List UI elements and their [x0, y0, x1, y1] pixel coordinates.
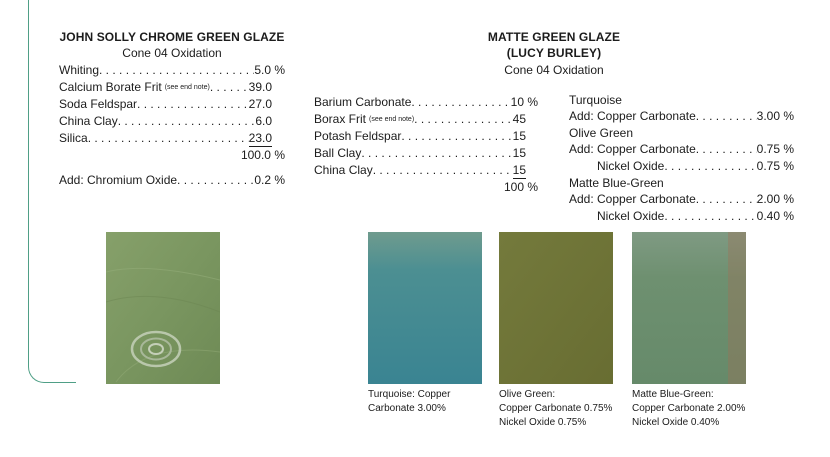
additive-name: Add: Copper Carbonate	[569, 142, 696, 156]
additive-name: Add: Copper Carbonate	[569, 192, 696, 206]
ingredient-row	[314, 145, 538, 162]
ingredient-value: 10 %	[510, 95, 538, 109]
variation-add-row	[569, 108, 794, 125]
ingredient-row	[59, 79, 285, 96]
ingredient-value: 15	[512, 163, 526, 177]
ingredient-value: 15	[512, 146, 526, 160]
ingredient-value: 5.0 %	[254, 63, 285, 77]
variation-label: Matte Blue-Green	[569, 176, 664, 190]
ingredient-row	[59, 96, 285, 113]
ingredient-name: Barium Carbonate	[314, 95, 412, 109]
matte-blue-green-caption: Matte Blue-Green: Copper Carbonate 2.00% Nickel Oxide 0.40%	[632, 389, 746, 428]
ingredient-row	[314, 162, 538, 179]
ingredient-row	[59, 113, 285, 130]
olive-green-glaze-tile	[499, 232, 613, 384]
variation-label: Olive Green	[569, 126, 634, 140]
ingredient-value: 39.0	[248, 80, 272, 94]
right-recipe-subtitle: Cone 04 Oxidation	[504, 63, 604, 77]
additive-value: 0.75 %	[756, 159, 794, 173]
ingredient-note: (see end note)	[369, 116, 415, 123]
variation-add-row	[569, 208, 794, 225]
ingredient-row	[59, 62, 285, 79]
additive-name: Add: Copper Carbonate	[569, 109, 696, 123]
ingredient-name: Ball Clay	[314, 146, 362, 160]
additive-value: 0.75 %	[756, 142, 794, 156]
ingredient-name: Whiting	[59, 63, 100, 77]
ingredient-value: 27.0	[248, 97, 272, 111]
additive-value: 3.00 %	[756, 109, 794, 123]
left-recipe-title: JOHN SOLLY CHROME GREEN GLAZE	[59, 30, 285, 44]
right-recipe-title-line2: (LUCY BURLEY)	[506, 46, 602, 60]
variation-add-row	[569, 141, 794, 158]
right-ingredient-list	[314, 94, 538, 196]
variation-add-row	[569, 191, 794, 208]
additive-value: 2.00 %	[756, 192, 794, 206]
chrome-green-glaze-tile	[106, 232, 220, 384]
ingredient-row	[314, 111, 538, 128]
ingredient-row	[59, 130, 285, 147]
ingredient-name: Calcium Borate Frit	[59, 80, 162, 94]
ingredient-value: 23.0	[248, 131, 272, 145]
left-ingredient-list	[59, 62, 285, 189]
ingredient-value: 15	[512, 129, 526, 143]
turquoise-glaze-tile	[368, 232, 482, 384]
additive-row	[59, 172, 285, 189]
ingredient-value: 45	[512, 112, 526, 126]
ingredient-name: Potash Feldspar	[314, 129, 402, 143]
additive-name: Nickel Oxide	[597, 209, 665, 223]
variation-add-row	[569, 158, 794, 175]
olive-green-caption: Olive Green: Copper Carbonate 0.75% Nickel Oxide 0.75%	[499, 389, 613, 428]
variation-label: Turquoise	[569, 93, 622, 107]
additive-value: 0.40 %	[756, 209, 794, 223]
ingredient-name: Silica	[59, 131, 88, 145]
additive-value: 0.2 %	[254, 173, 285, 187]
additive-name: Nickel Oxide	[597, 159, 665, 173]
additive-name: Add: Chromium Oxide	[59, 173, 178, 187]
turquoise-caption: Turquoise: Copper Carbonate 3.00%	[368, 389, 451, 414]
ingredient-name: Borax Frit	[314, 112, 367, 126]
ingredient-row	[314, 94, 538, 111]
ingredient-name: Soda Feldspar	[59, 97, 138, 111]
ingredient-row	[314, 128, 538, 145]
recipe-total: 100 %	[503, 180, 538, 194]
left-recipe-subtitle: Cone 04 Oxidation	[122, 46, 222, 60]
ingredient-name: China Clay	[314, 163, 373, 177]
matte-blue-green-glaze-tile	[632, 232, 746, 384]
ingredient-value: 6.0	[255, 114, 272, 128]
recipe-total: 100.0 %	[240, 148, 285, 162]
ingredient-note: (see end note)	[164, 84, 210, 91]
color-variations	[569, 92, 794, 225]
ingredient-name: China Clay	[59, 114, 118, 128]
right-recipe-title-line1: MATTE GREEN GLAZE	[487, 30, 621, 44]
